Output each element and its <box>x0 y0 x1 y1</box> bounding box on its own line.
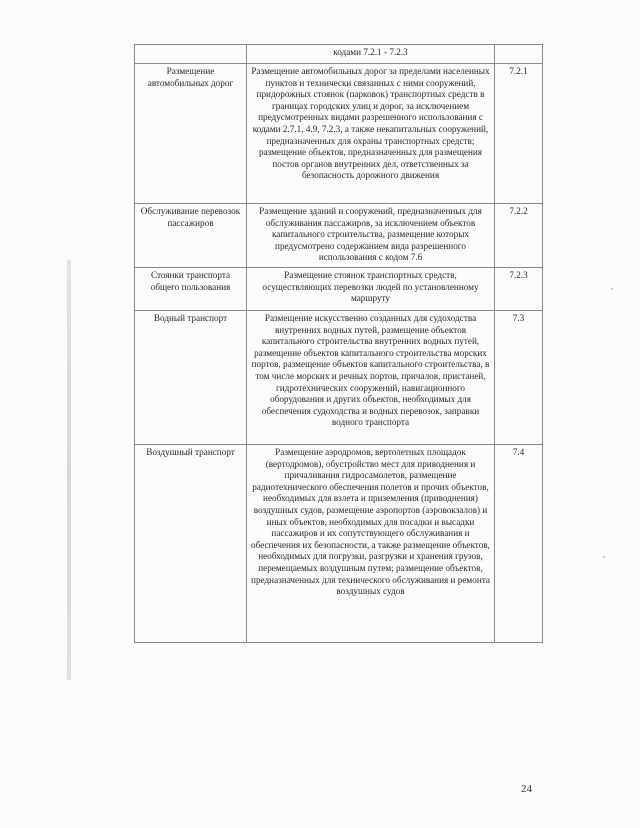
use-type-name: Обслуживание перевозок пассажиров <box>135 204 247 268</box>
use-type-name: Воздушный транспорт <box>135 445 247 643</box>
page-number: 24 <box>521 783 532 795</box>
table-row <box>135 64 543 204</box>
table-row <box>135 268 543 311</box>
use-type-description: Размещение искусственно созданных для судоходства внутренних водных путей, размещение объектов капитального строительства внутренних водных путей, размещение объектов капитального строительства морских портов, размещение объектов капитального строительства, в том числе морских и речных портов, причалов, пристаней, гидротехнических сооружений, навигационного оборудования и других объектов, необходимых для обеспечения судоходства и водных перевозок, заправки водного транспорта <box>247 311 495 445</box>
table-row <box>135 204 543 268</box>
use-type-code: 7.2.2 <box>495 204 543 268</box>
use-type-description: Размещение зданий и сооружений, предназначенных для обслуживания пассажиров, за исключением объектов капитального строительства, размещение которых предусмотрено содержанием вида разрешенного использования с кодом 7.6 <box>247 204 495 268</box>
use-type-name: Размещение автомобильных дорог <box>135 64 247 204</box>
land-use-table <box>134 44 543 643</box>
use-type-name: Стоянки транспорта общего пользования <box>135 268 247 311</box>
use-type-name: Водный транспорт <box>135 311 247 445</box>
scan-speck <box>603 556 605 558</box>
scan-edge-artifact <box>67 260 71 680</box>
use-type-description: Размещение автомобильных дорог за пределами населенных пунктов и технически связанных с ними сооружений, придорожных стоянок (парковок) транспортных средств в границах городских улиц и дорог, за исключением предусмотренных видами разрешенного использования с кодами 2.7.1, 4.9, 7.2.3, а также некапитальных сооружений, предназначенных для охраны транспортных средств; размещение объектов, предназначенных для размещения постов органов внутренних дел, ответственных за безопасность дорожного движения <box>247 64 495 204</box>
table-cell-empty <box>495 45 543 64</box>
table-row <box>135 445 543 643</box>
use-type-code: 7.2.1 <box>495 64 543 204</box>
continuation-text: кодами 7.2.1 - 7.2.3 <box>247 45 495 64</box>
table-row <box>135 311 543 445</box>
use-type-description: Размещение стоянок транспортных средств, осуществляющих перевозки людей по установленному маршруту <box>247 268 495 311</box>
use-type-code: 7.4 <box>495 445 543 643</box>
scan-speck <box>611 288 613 290</box>
table-cell-empty <box>135 45 247 64</box>
table-row-continuation <box>135 45 543 64</box>
use-type-code: 7.2.3 <box>495 268 543 311</box>
use-type-description: Размещение аэродромов, вертолетных площадок (вертодромов), обустройство мест для приводнения и причаливания гидросамолетов, размещение радиотехнического обеспечения полетов и прочих объектов, необходимых для взлета и приземления (приводнения) воздушных судов, размещение аэропортов (аэровокзалов) и иных объектов, необходимых для посадки и высадки пассажиров и их сопутствующего обслуживания и обеспечения их безопасности, а также размещение объектов, необходимых для погрузки, разгрузки и хранения грузов, перемещаемых воздушным путем; размещение объектов, предназначенных для технического обслуживания и ремонта воздушных судов <box>247 445 495 643</box>
use-type-code: 7.3 <box>495 311 543 445</box>
